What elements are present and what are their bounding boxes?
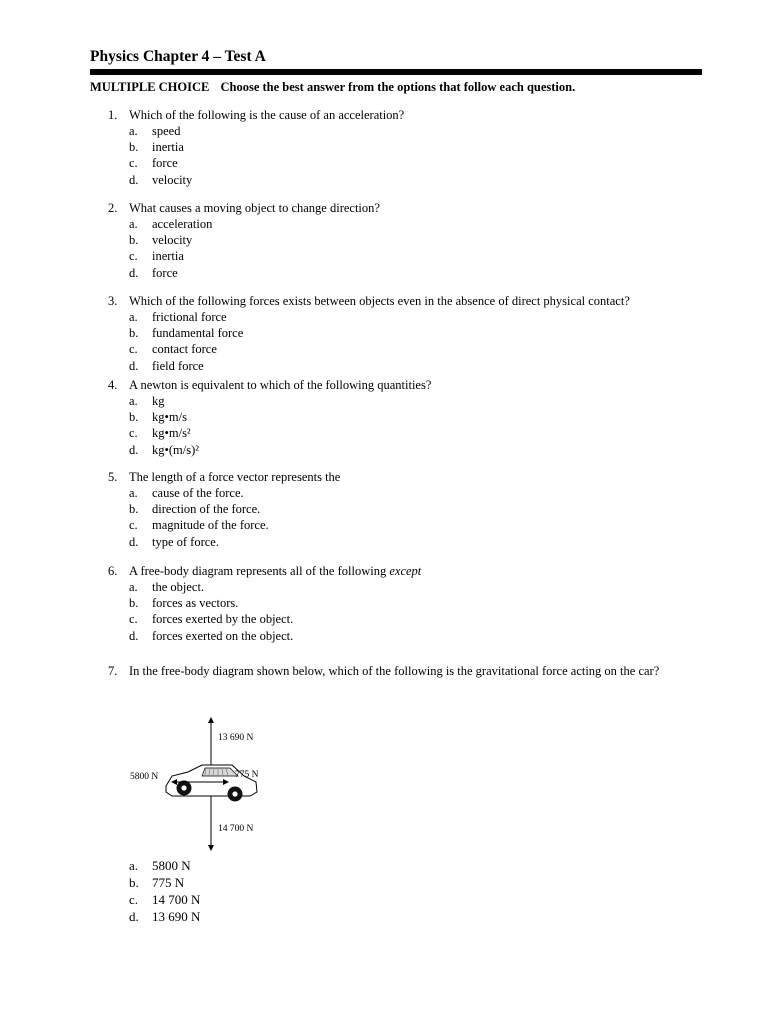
option-text: kg•m/s² <box>152 426 191 441</box>
option-text: fundamental force <box>152 326 244 341</box>
option-letter: a. <box>129 124 138 138</box>
option-letter: c. <box>129 156 138 171</box>
question-number: 7. <box>108 664 118 678</box>
option-text: 5800 N <box>152 858 191 873</box>
question-text: Which of the following is the cause of an acceleration? <box>129 108 405 122</box>
label-down-force: 14 700 N <box>218 824 254 834</box>
option-b[interactable] <box>129 595 708 611</box>
option-text: kg•(m/s)² <box>152 442 200 457</box>
label-right-force: 775 N <box>235 770 259 780</box>
section-label: MULTIPLE CHOICE <box>90 80 210 94</box>
option-letter: c. <box>129 342 138 357</box>
option-letter: a. <box>129 858 139 873</box>
option-text: type of force. <box>152 534 219 549</box>
option-c[interactable] <box>129 891 708 908</box>
option-text: forces exerted by the object. <box>152 612 294 627</box>
option-d[interactable] <box>129 172 708 188</box>
option-text: contact force <box>152 342 217 357</box>
question-4 <box>108 377 708 458</box>
option-text: 13 690 N <box>152 909 201 924</box>
option-text: acceleration <box>152 217 213 231</box>
question-7 <box>108 663 708 680</box>
option-d[interactable] <box>129 534 708 550</box>
option-c[interactable] <box>129 425 708 441</box>
option-a[interactable] <box>129 216 708 232</box>
option-c[interactable] <box>129 155 708 171</box>
question-text: What causes a moving object to change direction? <box>129 201 380 215</box>
option-a[interactable] <box>129 309 708 325</box>
question-number: 4. <box>108 378 118 392</box>
option-text: kg•m/s <box>152 410 187 425</box>
label-left-force: 5800 N <box>130 772 159 782</box>
option-letter: a. <box>129 486 138 500</box>
header-rule <box>90 69 702 75</box>
option-letter: c. <box>129 612 138 627</box>
option-text: force <box>152 265 178 280</box>
option-a[interactable] <box>129 393 708 409</box>
option-text: inertia <box>152 140 184 155</box>
option-text: magnitude of the force. <box>152 518 269 533</box>
question-number: 6. <box>108 564 118 578</box>
question-text: A newton is equivalent to which of the following quantities? <box>129 378 432 392</box>
question-number: 5. <box>108 470 118 484</box>
option-letter: b. <box>129 410 139 425</box>
option-d[interactable] <box>129 265 708 281</box>
page-title: Physics Chapter 4 – Test A <box>90 48 266 65</box>
option-b[interactable] <box>129 501 708 517</box>
option-text: field force <box>152 358 204 373</box>
option-a[interactable] <box>129 485 708 501</box>
option-d[interactable] <box>129 908 708 925</box>
option-a[interactable] <box>129 123 708 139</box>
option-text: frictional force <box>152 310 227 324</box>
question-3 <box>108 293 708 374</box>
option-letter: c. <box>129 892 139 907</box>
option-a[interactable] <box>129 857 708 874</box>
option-letter: a. <box>129 217 138 231</box>
label-up-force: 13 690 N <box>218 733 254 743</box>
question-number: 1. <box>108 108 118 122</box>
question-number: 2. <box>108 201 118 215</box>
option-letter: a. <box>129 310 138 324</box>
option-text: kg <box>152 394 165 408</box>
test-header <box>90 48 700 95</box>
option-b[interactable] <box>129 874 708 891</box>
option-letter: d. <box>129 358 139 373</box>
instructions-text: Choose the best answer from the options that follow each question. <box>220 80 576 94</box>
option-letter: d. <box>129 265 139 280</box>
option-letter: d. <box>129 442 139 457</box>
option-text: force <box>152 156 178 171</box>
option-text: cause of the force. <box>152 486 244 500</box>
option-letter: b. <box>129 140 139 155</box>
question-text-emphasis: except <box>389 564 422 578</box>
option-letter: c. <box>129 518 138 533</box>
question-number: 3. <box>108 294 118 308</box>
option-text: 14 700 N <box>152 892 201 907</box>
question-6 <box>108 563 708 644</box>
option-letter: d. <box>129 628 139 643</box>
option-letter: b. <box>129 233 139 248</box>
instructions-line <box>90 80 700 95</box>
question-text-main: A free-body diagram represents all of the following <box>129 564 387 578</box>
option-d[interactable] <box>129 358 708 374</box>
option-letter: d. <box>129 534 139 549</box>
option-b[interactable] <box>129 325 708 341</box>
option-b[interactable] <box>129 409 708 425</box>
question-1 <box>108 107 708 188</box>
option-letter: b. <box>129 875 139 890</box>
option-letter: c. <box>129 426 138 441</box>
question-7-options <box>108 857 708 925</box>
option-text: forces as vectors. <box>152 596 239 611</box>
option-c[interactable] <box>129 517 708 533</box>
question-text: Which of the following forces exists between objects even in the absence of direct physical contact? <box>129 294 630 308</box>
option-letter: b. <box>129 326 139 341</box>
question-2 <box>108 200 708 281</box>
option-b[interactable] <box>129 139 708 155</box>
option-letter: d. <box>129 172 139 187</box>
question-5 <box>108 469 708 550</box>
option-text: the object. <box>152 580 205 594</box>
question-text: In the free-body diagram shown below, which of the following is the gravitational force acting on the car? <box>129 664 660 678</box>
option-letter: b. <box>129 596 139 611</box>
option-c[interactable] <box>129 611 708 627</box>
option-letter: c. <box>129 249 138 264</box>
option-text: direction of the force. <box>152 502 261 517</box>
option-text: speed <box>152 124 181 138</box>
option-c[interactable] <box>129 341 708 357</box>
option-d[interactable] <box>129 628 708 644</box>
option-letter: a. <box>129 394 138 408</box>
option-text: forces exerted on the object. <box>152 628 294 643</box>
option-letter: b. <box>129 502 139 517</box>
option-text: 775 N <box>152 875 185 890</box>
option-letter: a. <box>129 580 138 594</box>
option-text: velocity <box>152 233 193 248</box>
question-text <box>129 563 708 579</box>
free-body-diagram-svg <box>126 714 296 854</box>
free-body-diagram <box>126 714 296 854</box>
option-text: velocity <box>152 172 193 187</box>
option-text: inertia <box>152 249 184 264</box>
option-letter: d. <box>129 909 139 924</box>
option-d[interactable] <box>129 442 708 458</box>
option-a[interactable] <box>129 579 708 595</box>
option-c[interactable] <box>129 248 708 264</box>
question-text: The length of a force vector represents the <box>129 470 341 484</box>
option-b[interactable] <box>129 232 708 248</box>
